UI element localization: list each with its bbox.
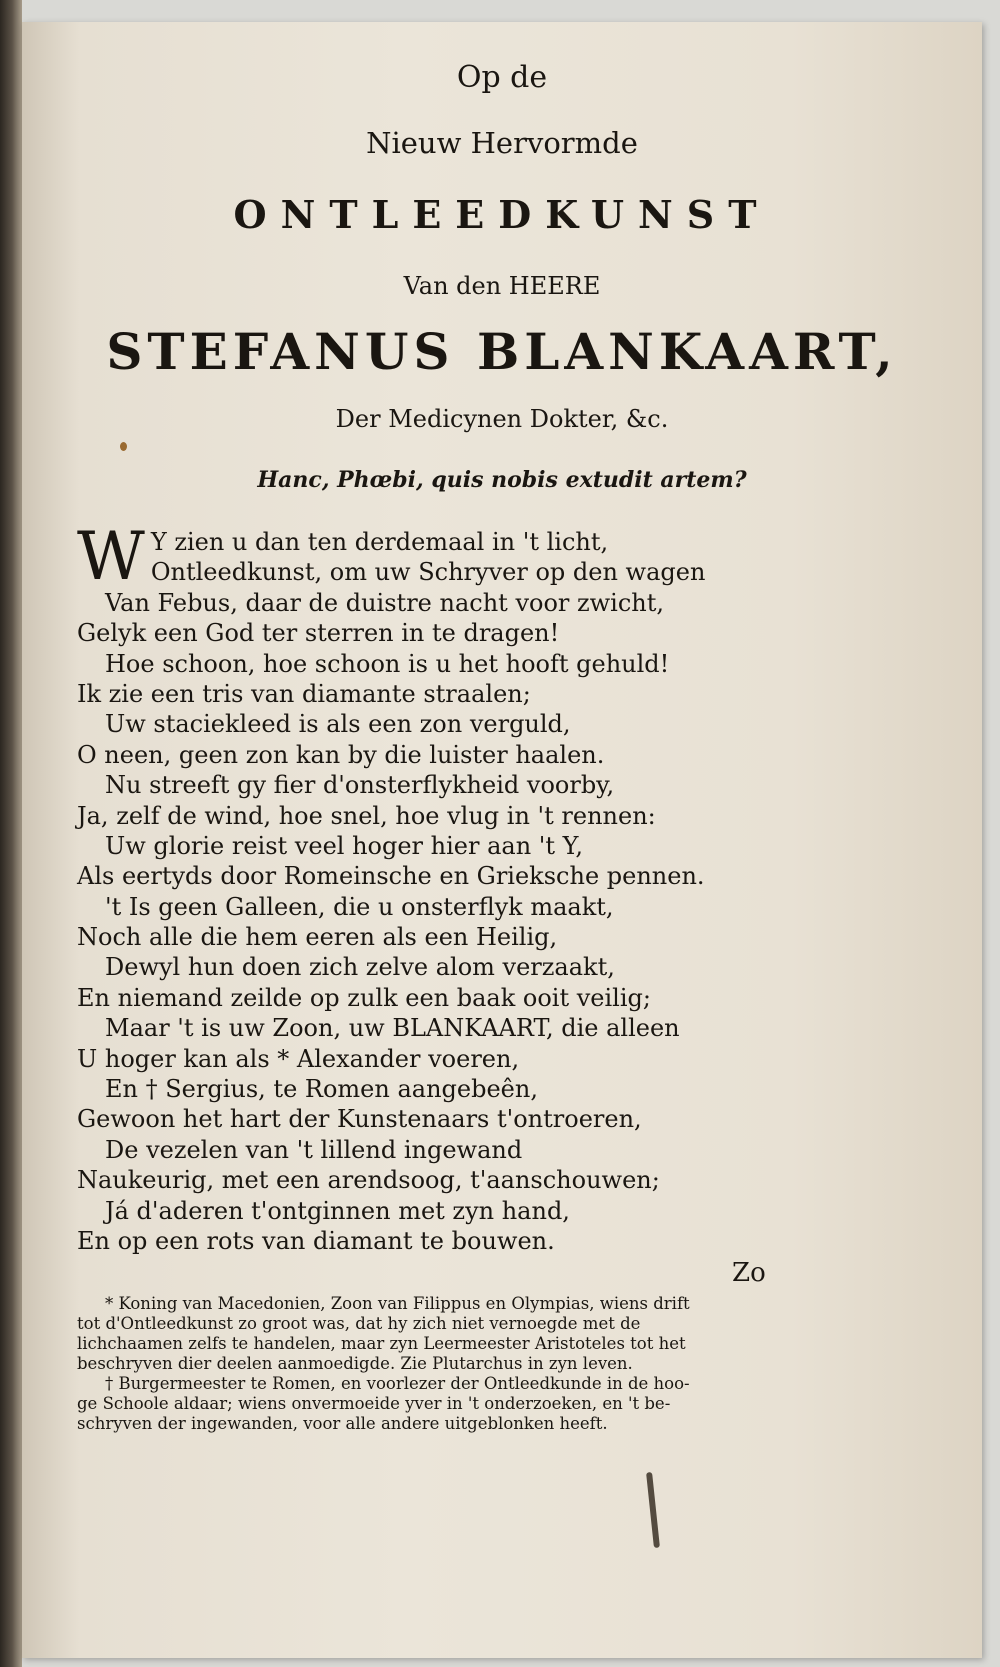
- catchword: Zo: [732, 1258, 766, 1288]
- poem-line: Uw glorie reist veel hoger hier aan 't Y,: [105, 831, 584, 860]
- poem-line: En op een rots van diamant te bouwen.: [77, 1226, 555, 1255]
- poem-line: Dewyl hun doen zich zelve alom verzaakt,: [105, 953, 615, 982]
- poem-line: Als eertyds door Romeinsche en Grieksche pennen.: [77, 862, 705, 891]
- poem-line: U hoger kan als * Alexander voeren,: [77, 1044, 520, 1073]
- poem-line: Uw staciekleed is als een zon verguld,: [105, 710, 571, 739]
- poem-line: Nu streeft gy fier d'onsterflykheid voorby,: [105, 771, 615, 800]
- ink-stain: [646, 1472, 660, 1548]
- book-page: [22, 22, 982, 1658]
- heading-author-title: Der Medicynen Dokter, &c.: [335, 405, 669, 433]
- drop-cap: W: [77, 518, 145, 595]
- footnote-line: schryven der ingewanden, voor alle andere uitgeblonken heeft.: [77, 1414, 608, 1433]
- poem-line: Naukeurig, met een arendsoog, t'aanschouwen;: [77, 1166, 660, 1195]
- poem-line: Y zien u dan ten derdemaal in 't licht,: [150, 528, 609, 556]
- footnote-line: ge Schoole aldaar; wiens onvermoeide yver in 't onderzoeken, en 't be-: [77, 1394, 671, 1413]
- footnote-line: beschryven dier deelen aanmoedigde. Zie Plutarchus in zyn leven.: [77, 1354, 633, 1373]
- footnote-line: * Koning van Macedonien, Zoon van Filippus en Olympias, wiens drift: [105, 1294, 690, 1313]
- poem-line: Hoe schoon, hoe schoon is u het hooft gehuld!: [105, 649, 670, 678]
- heading-op-de: Op de: [456, 60, 548, 95]
- poem-line: Ik zie een tris van diamante straalen;: [77, 679, 531, 708]
- footnotes: [77, 1294, 797, 1434]
- poem: [77, 518, 797, 1256]
- poem-line: Van Febus, daar de duistre nacht voor zwicht,: [105, 588, 665, 617]
- footnote-line: tot d'Ontleedkunst zo groot was, dat hy zich niet vernoegde met de: [77, 1314, 641, 1333]
- motto: Hanc, Phœbi, quis nobis extudit artem?: [257, 467, 747, 493]
- poem-line: Ja, zelf de wind, hoe snel, hoe vlug in 't rennen:: [77, 801, 656, 830]
- footnote-line: lichchaamen zelfs te handelen, maar zyn Leermeester Aristoteles tot het: [77, 1334, 686, 1353]
- poem-line: Gelyk een God ter sterren in te dragen!: [77, 619, 560, 648]
- ink-spot: [120, 442, 127, 451]
- poem-line: O neen, geen zon kan by die luister haalen.: [77, 740, 605, 769]
- poem-line: Noch alle die hem eeren als een Heilig,: [77, 923, 558, 952]
- poem-line: Maar 't is uw Zoon, uw BLANKAART, die alleen: [105, 1014, 680, 1043]
- poem-line: En † Sergius, te Romen aangebeên,: [105, 1075, 538, 1104]
- poem-line: Ontleedkunst, om uw Schryver op den wagen: [150, 558, 706, 587]
- poem-line: 't Is geen Galleen, die u onsterflyk maakt,: [105, 892, 614, 921]
- poem-line: Já d'aderen t'ontginnen met zyn hand,: [105, 1196, 570, 1225]
- poem-line: De vezelen van 't lillend ingewand: [105, 1135, 523, 1164]
- heading-author-name: STEFANUS BLANKAART,: [106, 322, 898, 381]
- heading-nieuw-hervormde: Nieuw Hervormde: [366, 126, 638, 160]
- heading-van-den-heere: Van den HEERE: [403, 272, 601, 300]
- book-spine: [0, 0, 22, 1667]
- heading-ontleedkunst: ONTLEEDKUNST: [233, 192, 771, 237]
- poem-line: Gewoon het hart der Kunstenaars t'ontroeren,: [77, 1105, 642, 1134]
- footnote-line: † Burgermeester te Romen, en voorlezer der Ontleedkunde in de hoo-: [105, 1374, 690, 1393]
- poem-line: En niemand zeilde op zulk een baak ooit veilig;: [77, 983, 651, 1012]
